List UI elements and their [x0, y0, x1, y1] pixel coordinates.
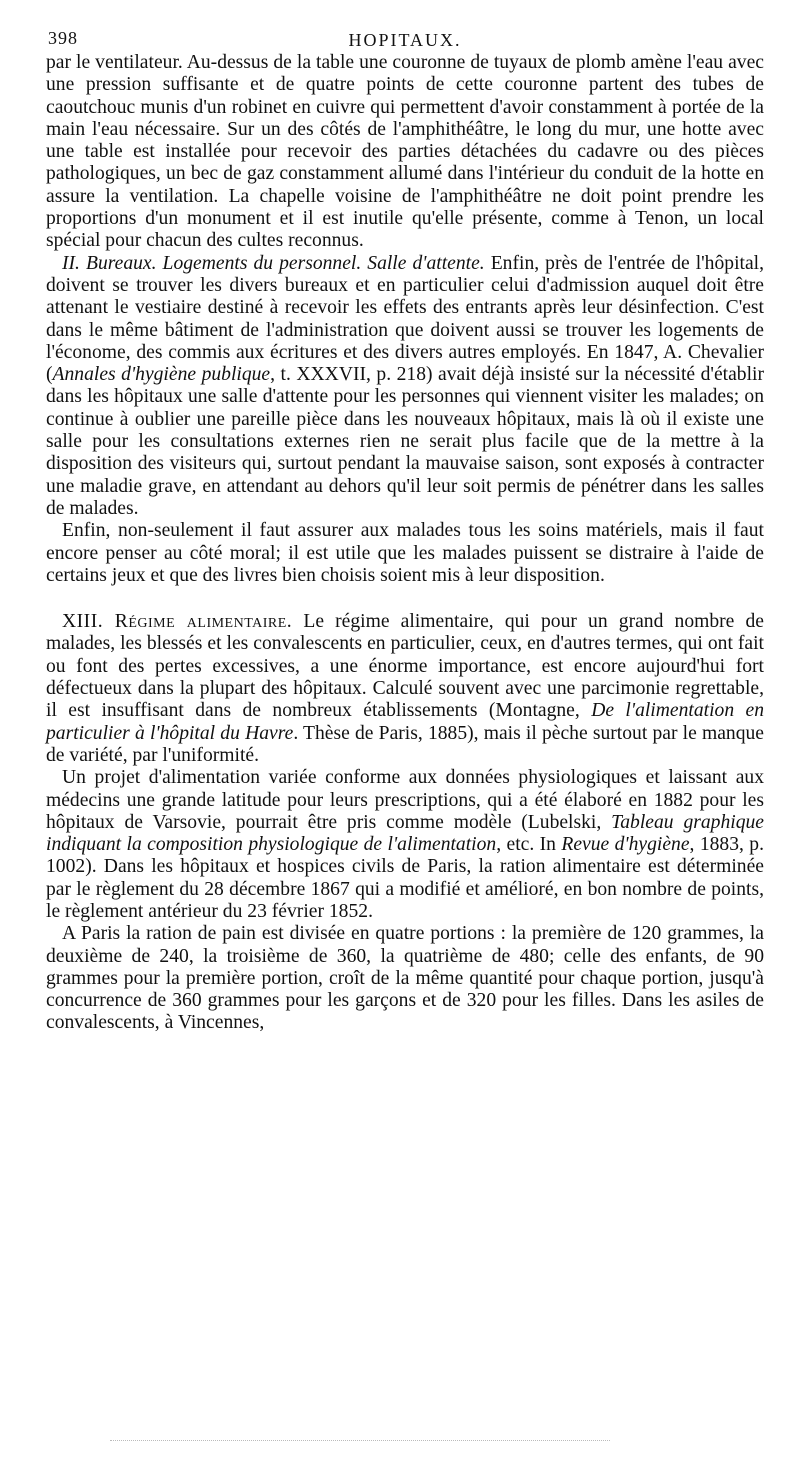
paragraph-regime-text-a: Le régime alimentaire, qui pour un grand nombre de malades, les blessés et les convalescents en particulier, ceux, en d'autres termes, qui ont fait ou font des pertes excessives, a une énorme importance, est encore aujourd'hui fort défectueux dans la plupart des hôpitaux. Calculé souvent avec une parcimonie regrettable, il est insuffisant dans de nombreux établissements (Montagne, — [46, 611, 764, 722]
paragraph-ventilation: par le ventilateur. Au-dessus de la table une couronne de tuyaux de plomb amène l'eau avec une pression suffisante et de quatre points de cette couronne partent des tubes de caoutchouc munis d'un robinet en cuivre qui permettent d'avoir constamment à portée de la main l'eau nécessaire. Sur un des côtés de l'amphithéâtre, le long du mur, une hotte avec une table est installée pour recevoir des parties détachées du cadavre ou des pièces pathologiques, un bec de gaz constamment allumé dans l'intérieur du conduit de la hotte en assure la ventilation. La chapelle voisine de l'amphithéâtre ne doit point prendre les proportions d'un monument et il est inutile qu'elle présente, comme à Tenon, un local spécial pour chacun des cultes reconnus. — [46, 52, 764, 252]
paragraph-moral: Enfin, non-seulement il faut assurer aux malades tous les soins matériels, mais il faut encore penser au côté moral; il est utile que les malades puissent se distraire à l'aide de certains jeux et que des livres bien choisis soient mis à leur disposition. — [46, 520, 764, 586]
reference-annales: Annales d'hygiène publique — [52, 364, 271, 386]
paragraph-bureaux — [46, 253, 764, 521]
scan-artifact — [110, 1440, 610, 1445]
paragraph-bureaux-text-b: , t. XXXVII, p. 218) avait déjà insisté sur la nécessité d'établir dans les hôpitaux une salle d'attente pour les personnes qui viennent visiter les malades; on continue à oublier une pareille pièce dans les nouveaux hôpitaux, mais là où il existe une salle pour les consultations externes rien ne serait plus facile que de la mettre à la disposition des visiteurs qui, surtout pendant la mauvaise saison, sont exposés à contracter une maladie grave, en attendant au dehors qu'il leur soit permis de pénétrer dans les salles de malades. — [46, 364, 764, 519]
paragraph-varsovie-text-c: , 1883, p. 1002). Dans les hôpitaux et hospices civils de Paris, la ration alimentaire est déterminée par le règlement du 28 décembre 1867 qui a modifié et amélioré, en bon nombre de points, le règlement antérieur du 23 février 1852. — [46, 834, 764, 922]
section-lead-bureaux: II. Bureaux. Logements du personnel. Salle d'attente. — [62, 252, 485, 274]
running-title: HOPITAUX. — [348, 30, 462, 50]
paragraph-pain: A Paris la ration de pain est divisée en quatre portions : la première de 120 grammes, la deuxième de 240, la troisième de 360, la quatrième de 480; celle des enfants, de 90 grammes pour la première portion, croît de la même quantité pour chaque portion, jusqu'à concurrence de 360 grammes pour les garçons et de 320 pour les filles. Dans les asiles de convalescents, à Vincennes, — [46, 923, 764, 1034]
page-number: 398 — [48, 28, 78, 48]
paragraph-varsovie-text-a: Un projet d'alimentation variée conforme aux données physiologiques et laissant aux médecins une grande latitude pour leurs prescriptions, qui a été élaboré en 1882 pour les hôpitaux de Varsovie, pourrait être pris comme modèle (Lubelski, — [46, 767, 764, 833]
paragraph-regime — [46, 611, 764, 767]
section-heading-regime: XIII. Régime alimentaire. — [62, 611, 293, 633]
reference-tableau: Tableau graphique indiquant la composition physiologique de l'alimentation — [46, 811, 764, 856]
reference-revue: Revue d'hygiène — [561, 834, 690, 856]
paragraph-varsovie — [46, 767, 764, 923]
section-gap — [46, 587, 764, 611]
book-page — [46, 22, 764, 1035]
paragraph-bureaux-text-a: Enfin, près de l'entrée de l'hôpital, doivent se trouver les divers bureaux et en particulier celui d'admission auquel doit être attenant le vestiaire destiné à recevoir les effets des entrants après leur désinfection. C'est dans le même bâtiment de l'administration que doivent aussi se trouver les logements de l'économe, des commis aux écritures et des divers autres employés. En 1847, A. Chevalier ( — [46, 252, 765, 386]
reference-montagne: De l'alimentation en particulier à l'hôpital du Havre — [46, 700, 765, 744]
page-header — [46, 22, 764, 52]
paragraph-regime-text-b: . Thèse de Paris, 1885), mais il pèche surtout par le manque de variété, par l'uniformité. — [46, 722, 764, 766]
paragraph-varsovie-text-b: , etc. In — [496, 834, 562, 856]
